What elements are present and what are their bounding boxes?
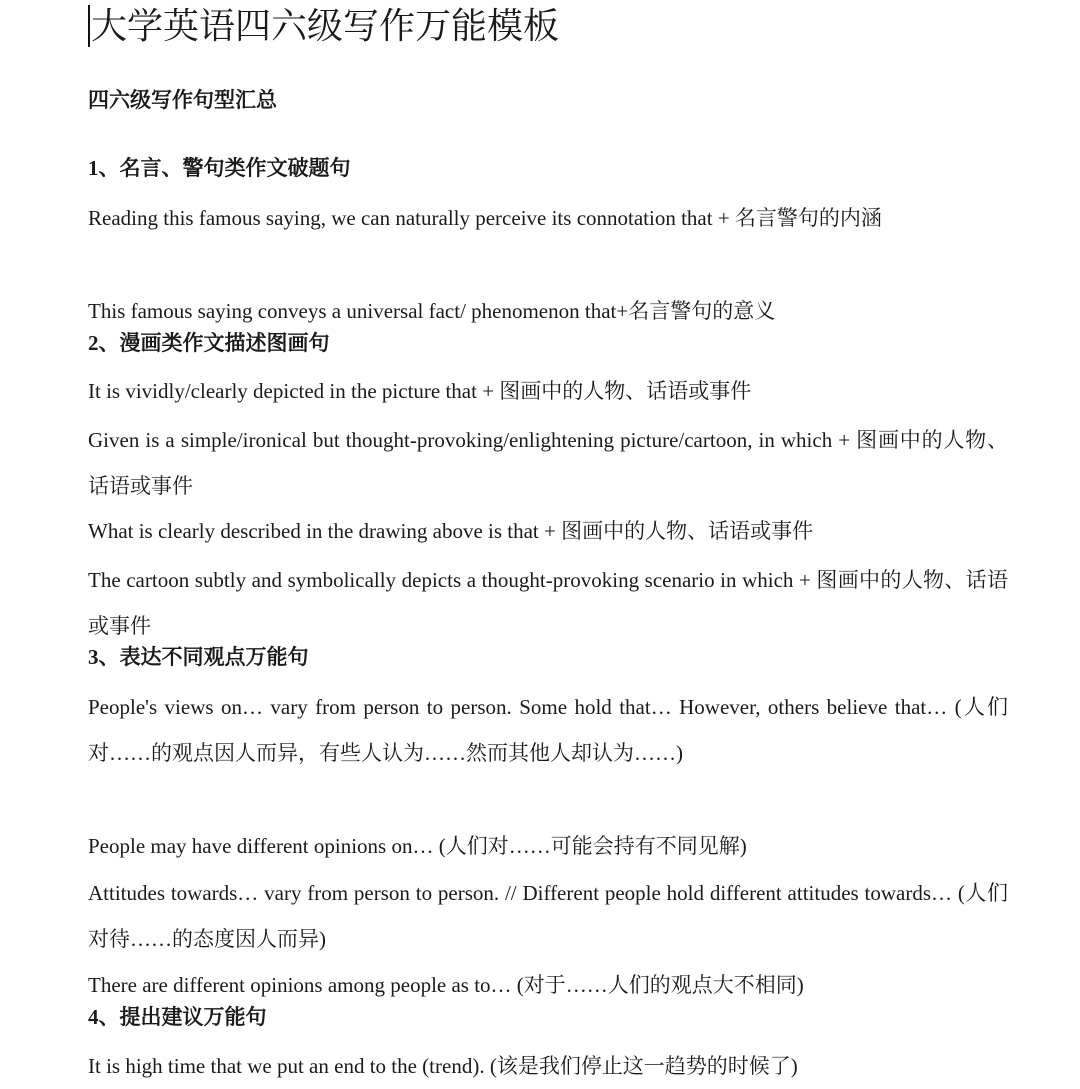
sentence-2-3: What is clearly described in the drawing above is that + 图画中的人物、话语或事件 (88, 519, 814, 543)
sentence-3-1: People's views on… vary from person to person. Some hold that… However, others believe that… (人们对……的观点因人而异，有些人认为……然而其他人却认为……) (88, 695, 1008, 765)
document-title: 大学英语四六级写作万能模板 (91, 6, 560, 46)
sentence-3-3: Attitudes towards… vary from person to person. // Different people hold different attitudes towards… (人们对待……的态度因人而异) (88, 881, 1008, 951)
document-subtitle: 四六级写作句型汇总 (88, 88, 277, 112)
section-heading-4: 4、提出建议万能句 (88, 1005, 267, 1029)
section-heading-3: 3、表达不同观点万能句 (88, 645, 309, 669)
text-cursor (88, 5, 90, 47)
section-heading-1: 1、名言、警句类作文破题句 (88, 156, 351, 180)
sentence-3-2: People may have different opinions on… (人们对……可能会持有不同见解) (88, 834, 747, 858)
sentence-1-2: This famous saying conveys a universal fact/ phenomenon that+名言警句的意义 (88, 299, 776, 323)
sentence-3-4: There are different opinions among people as to… (对于……人们的观点大不相同) (88, 973, 804, 997)
section-heading-2: 2、漫画类作文描述图画句 (88, 331, 330, 355)
sentence-1-1: Reading this famous saying, we can naturally perceive its connotation that + 名言警句的内涵 (88, 206, 882, 230)
sentence-2-2: Given is a simple/ironical but thought-provoking/enlightening picture/cartoon, in which + 图画中的人物、话语或事件 (88, 428, 1008, 498)
sentence-4-1: It is high time that we put an end to the (trend). (该是我们停止这一趋势的时候了) (88, 1054, 798, 1078)
sentence-2-1: It is vividly/clearly depicted in the picture that + 图画中的人物、话语或事件 (88, 379, 752, 403)
sentence-2-4: The cartoon subtly and symbolically depicts a thought-provoking scenario in which + 图画中的人物、话语或事件 (88, 568, 1008, 638)
